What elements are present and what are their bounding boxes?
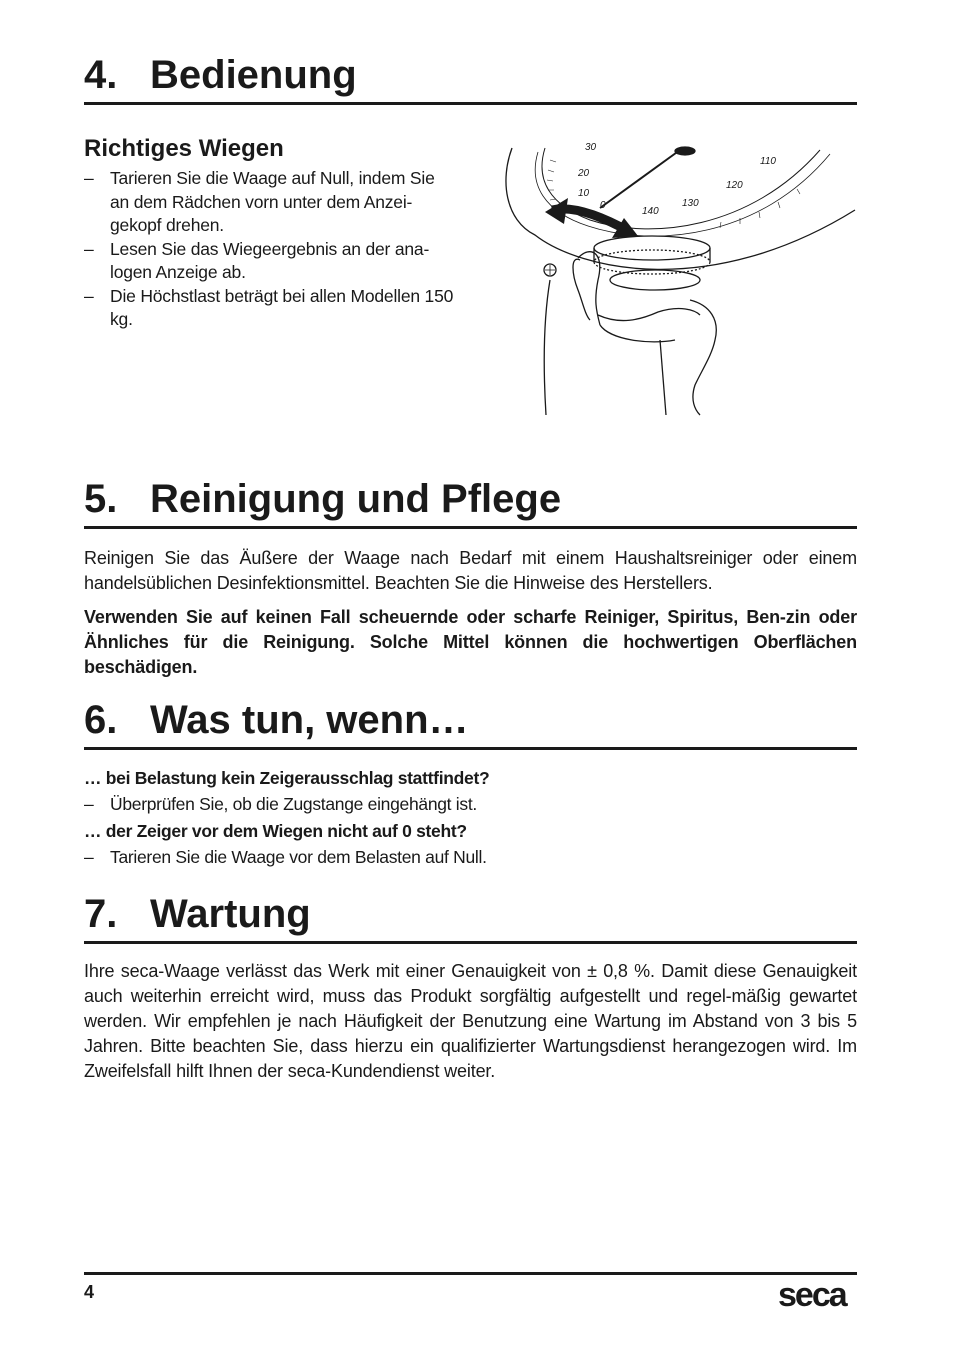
section-number: 7. [84, 892, 118, 936]
section-title: Reinigung und Pflege [150, 477, 562, 521]
troubleshooting-question: … der Zeiger vor dem Wiegen nicht auf 0 steht? [84, 821, 467, 841]
list-item: – Lesen Sie das Wiegeergebnis an der ana-logen Anzeige ab. [84, 238, 456, 285]
reinigung-warning: Verwenden Sie auf keinen Fall scheuernde oder scharfe Reiniger, Spiritus, Ben-zin oder Ähnliches für die Reinigung. Solche Mittel können die hochwertigen Oberflächen beschädigen. [84, 607, 857, 677]
troubleshooting-answer: – Tarieren Sie die Waage vor dem Belasten auf Null. [84, 847, 487, 867]
dial-label: 10 [578, 188, 590, 199]
dial-label: 30 [585, 142, 597, 153]
section-heading-was-tun [84, 697, 857, 750]
dial-label: 0 [600, 200, 606, 211]
dial-label: 140 [642, 206, 659, 217]
section-heading-reinigung [84, 476, 857, 529]
troubleshooting-question: … bei Belastung kein Zeigerausschlag stattfindet? [84, 768, 490, 788]
footer-rule [84, 1272, 857, 1275]
answer-text: Tarieren Sie die Waage vor dem Belasten auf Null. [110, 847, 487, 867]
section-number: 6. [84, 698, 118, 742]
dial-label: 110 [760, 156, 776, 167]
section-heading-bedienung [84, 52, 857, 105]
answer-text: Überprüfen Sie, ob die Zugstange eingehängt ist. [110, 794, 477, 814]
troubleshooting-answer: – Überprüfen Sie, ob die Zugstange eingehängt ist. [84, 794, 477, 814]
section-heading-wartung [84, 891, 857, 944]
section-number: 4. [84, 53, 118, 97]
dial-label: 130 [682, 198, 699, 209]
section-number: 5. [84, 477, 118, 521]
page-number: 4 [84, 1282, 95, 1302]
subheading-richtiges-wiegen: Richtiges Wiegen [84, 135, 284, 162]
list-item: – Die Höchstlast beträgt bei allen Modellen 150 kg. [84, 285, 456, 332]
scale-adjustment-illustration [490, 140, 860, 420]
bedienung-list [84, 167, 456, 332]
section-title: Bedienung [150, 53, 357, 97]
list-item: – Tarieren Sie die Waage auf Null, indem Sie an dem Rädchen vorn unter dem Anzei-gekopf drehen. [84, 167, 456, 238]
section-title: Wartung [150, 892, 311, 936]
dial-label: 120 [726, 180, 743, 191]
reinigung-paragraph: Reinigen Sie das Äußere der Waage nach Bedarf mit einem Haushaltsreiniger oder einem handelsüblichen Desinfektionsmittel. Beachten Sie die Hinweise des Herstellers. [84, 548, 857, 593]
section-title: Was tun, wenn… [150, 698, 469, 742]
wartung-paragraph: Ihre seca-Waage verlässt das Werk mit einer Genauigkeit von ± 0,8 %. Damit diese Genauigkeit auch weiterhin erreicht wird, muss das Produkt sorgfältig aufgestellt und regel-mäßig gewartet werden. Wir empfehlen je nach Häufigkeit der Benutzung eine Wartung im Abstand von 3 bis 5 Jahren. Bitte beachten Sie, dass hierzu ein qualifizierter Wartungsdienst herangezogen wird. Im Zweifelsfall hilft Ihnen der seca-Kundendienst weiter. [84, 961, 857, 1081]
brand-logo: seca [778, 1276, 846, 1314]
dial-label: 20 [578, 168, 590, 179]
